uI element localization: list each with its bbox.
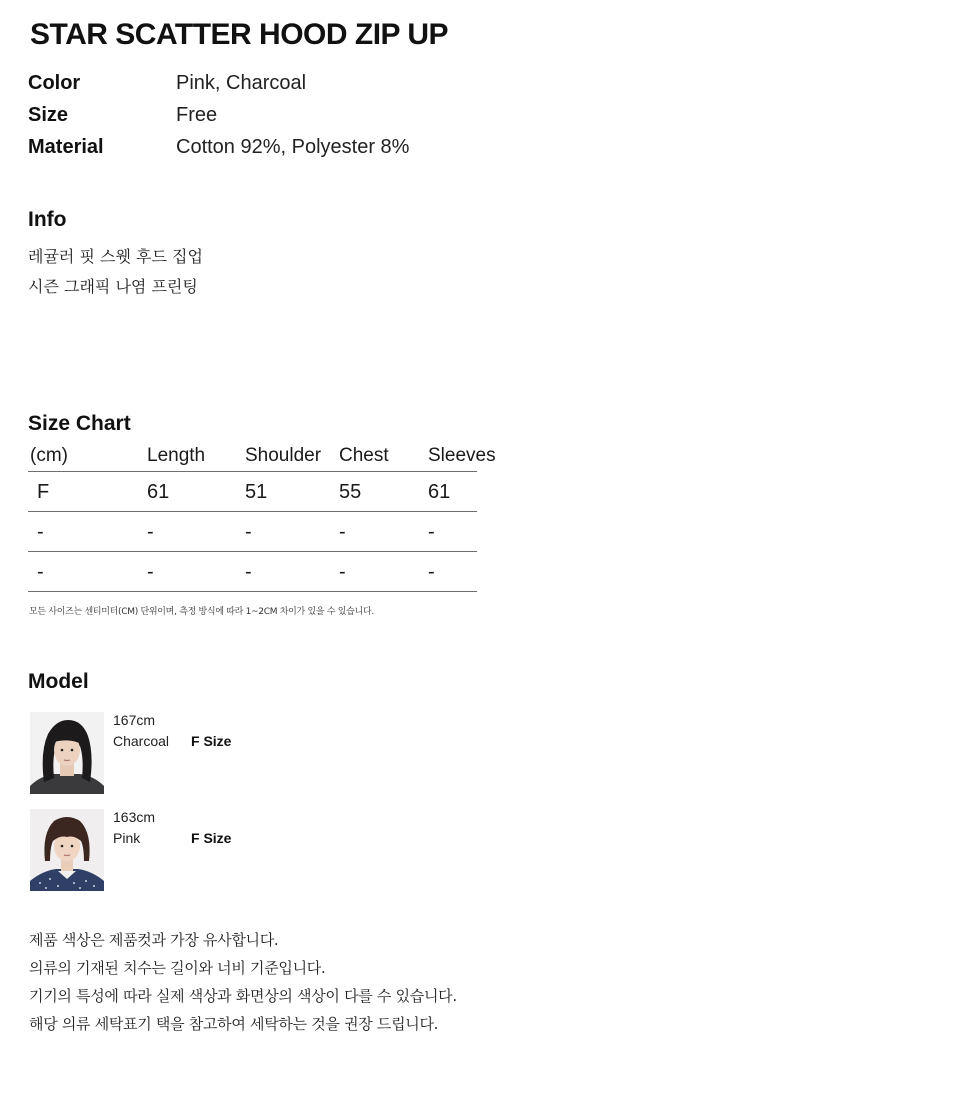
model-height: 163cm [113, 809, 156, 825]
size-cell: - [37, 561, 44, 583]
info-line: 시즌 그래픽 나염 프린팅 [28, 277, 198, 296]
model-photo [30, 712, 104, 794]
model-size: F Size [191, 733, 232, 749]
model-size: F Size [191, 830, 232, 846]
model-portrait-icon [30, 712, 104, 794]
spec-value: Pink, Charcoal [176, 72, 307, 94]
size-cell: - [37, 521, 44, 543]
size-chart-title: Size Chart [28, 412, 131, 435]
model-card [30, 712, 330, 796]
size-chart-note: 모든 사이즈는 센티미터(CM) 단위이며, 측정 방식에 따라 1~2CM 차이가 있을 수 있습니다. [29, 607, 374, 617]
spec-label: Material [28, 136, 104, 158]
spec-value: Cotton 92%, Polyester 8% [176, 136, 410, 158]
model-card [30, 809, 330, 893]
spec-label: Size [28, 104, 69, 126]
care-line: 해당 의류 세탁표기 택을 참고하여 세탁하는 것을 권장 드립니다. [29, 1015, 439, 1033]
care-line: 기기의 특성에 따라 실제 색상과 화면상의 색상이 다를 수 있습니다. [29, 987, 457, 1005]
model-color: Pink [113, 830, 141, 846]
product-title: STAR SCATTER HOOD ZIP UP [30, 18, 449, 51]
size-chart-header-row: (cm) Length Shoulder Chest Sleeves [28, 440, 477, 472]
spec-label: Color [28, 72, 81, 94]
model-height: 167cm [113, 712, 156, 728]
info-line: 레귤러 핏 스웻 후드 집업 [28, 247, 203, 266]
table-row: F 61 51 55 61 [28, 472, 477, 512]
table-row: - - - - - [28, 512, 477, 552]
model-portrait-icon [30, 809, 104, 891]
model-title: Model [28, 670, 89, 693]
info-title: Info [28, 208, 67, 231]
size-cell: F [37, 481, 50, 503]
care-line: 의류의 기재된 치수는 길이와 너비 기준입니다. [29, 959, 326, 977]
model-photo [30, 809, 104, 891]
care-line: 제품 색상은 제품컷과 가장 유사합니다. [29, 931, 279, 949]
model-color: Charcoal [113, 733, 170, 749]
table-row: - - - - - [28, 552, 477, 592]
size-chart-table [28, 440, 496, 592]
header-unit: (cm) [30, 445, 68, 466]
spec-value: Free [176, 104, 218, 126]
